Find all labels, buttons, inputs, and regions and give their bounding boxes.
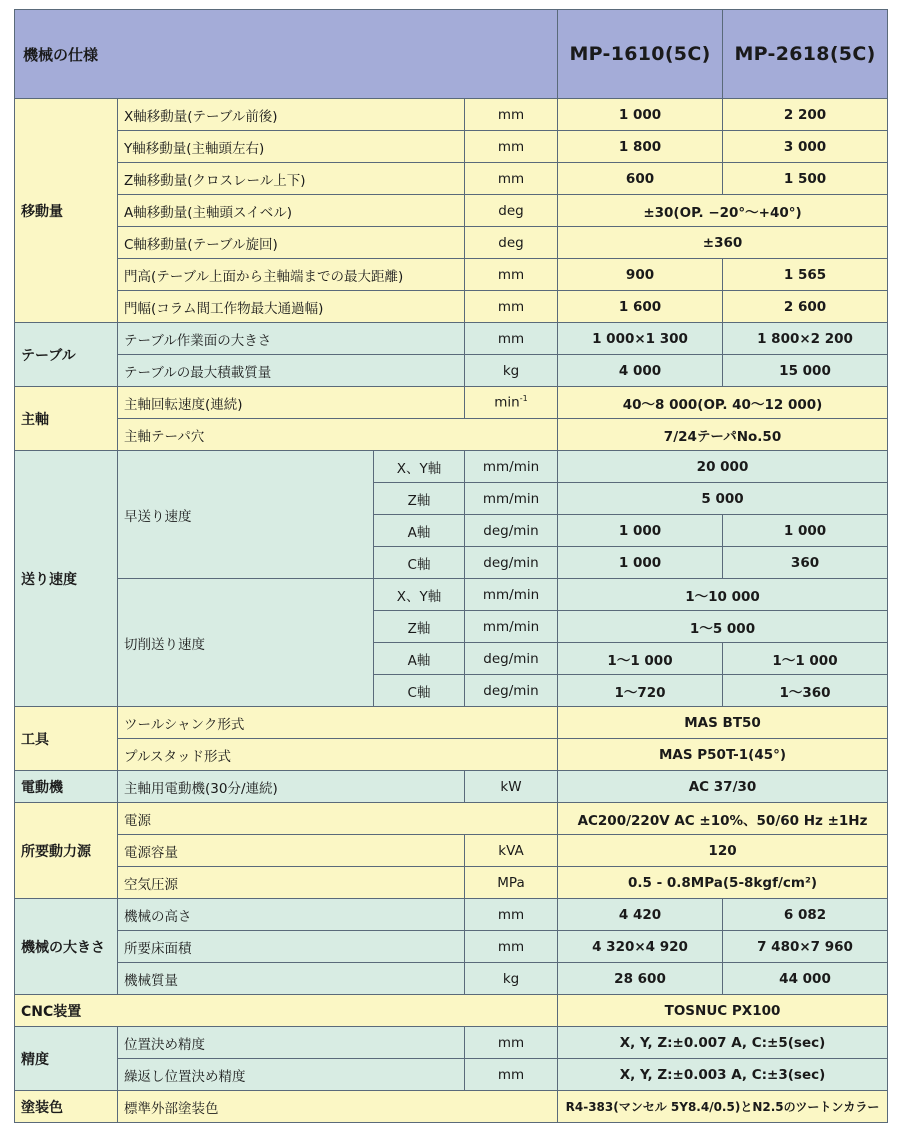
value-model-1: 1 000×1 300 (558, 323, 723, 355)
spec-row (15, 1091, 888, 1123)
item-label: 門高(テーブル上面から主軸端までの最大距離) (118, 259, 465, 291)
value-model-2: 1 565 (723, 259, 888, 291)
value-model-2: 2 600 (723, 291, 888, 323)
value-model-2: 1 800×2 200 (723, 323, 888, 355)
spec-row (15, 771, 888, 803)
value-shared: 5 000 (558, 483, 888, 515)
value-shared: 7/24テーパNo.50 (558, 419, 888, 451)
axis-cell: Z軸 (374, 483, 465, 515)
spec-row (15, 451, 888, 483)
item-label: 主軸テーパ穴 (118, 419, 558, 451)
value-shared: 0.5 - 0.8MPa(5-8kgf/cm²) (558, 867, 888, 899)
spec-row (15, 995, 888, 1027)
value-shared: 40〜8 000(OP. 40〜12 000) (558, 387, 888, 419)
spec-row (15, 739, 888, 771)
value-model-1: 4 000 (558, 355, 723, 387)
value-model-2: 1〜360 (723, 675, 888, 707)
value-shared: 20 000 (558, 451, 888, 483)
item-label: プルスタッド形式 (118, 739, 558, 771)
unit-cell: kg (465, 355, 558, 387)
value-model-1: 28 600 (558, 963, 723, 995)
page-title: 機械の仕様 (15, 10, 558, 99)
unit-superscript: -1 (519, 394, 528, 404)
value-shared: TOSNUC PX100 (558, 995, 888, 1027)
spec-row (15, 579, 888, 611)
header-row (15, 10, 888, 99)
value-model-1: 1〜1 000 (558, 643, 723, 675)
spec-row (15, 195, 888, 227)
category-size: 機械の大きさ (15, 899, 118, 995)
unit-cell: mm (465, 259, 558, 291)
axis-cell: A軸 (374, 643, 465, 675)
unit-text: min (494, 394, 520, 411)
value-model-2: 1 000 (723, 515, 888, 547)
value-shared: X, Y, Z:±0.007 A, C:±5(sec) (558, 1027, 888, 1059)
item-label: 電源 (118, 803, 558, 835)
value-model-1: 1 800 (558, 131, 723, 163)
item-label: 門幅(コラム間工作物最大通過幅) (118, 291, 465, 323)
category-movement: 移動量 (15, 99, 118, 323)
unit-cell: mm/min (465, 451, 558, 483)
spec-row (15, 291, 888, 323)
value-model-1: 1 000 (558, 99, 723, 131)
value-model-1: 1 000 (558, 547, 723, 579)
value-model-1: 900 (558, 259, 723, 291)
item-label: 電源容量 (118, 835, 465, 867)
spec-row (15, 99, 888, 131)
unit-cell: mm (465, 899, 558, 931)
item-label: C軸移動量(テーブル旋回) (118, 227, 465, 259)
spec-row (15, 835, 888, 867)
spec-row (15, 803, 888, 835)
spec-row (15, 707, 888, 739)
item-label: 機械の高さ (118, 899, 465, 931)
unit-cell: deg (465, 227, 558, 259)
unit-cell: mm (465, 323, 558, 355)
spec-row (15, 227, 888, 259)
spec-row (15, 1027, 888, 1059)
item-label: 空気圧源 (118, 867, 465, 899)
unit-cell: mm (465, 99, 558, 131)
axis-cell: X、Y軸 (374, 451, 465, 483)
unit-cell: deg/min (465, 675, 558, 707)
spec-row (15, 419, 888, 451)
item-label: 標準外部塗装色 (118, 1091, 558, 1123)
item-label: A軸移動量(主軸頭スイベル) (118, 195, 465, 227)
item-label: ツールシャンク形式 (118, 707, 558, 739)
spec-row (15, 867, 888, 899)
item-label: 機械質量 (118, 963, 465, 995)
unit-cell: deg/min (465, 643, 558, 675)
value-model-2: 3 000 (723, 131, 888, 163)
unit-cell: mm (465, 163, 558, 195)
unit-cell: deg/min (465, 547, 558, 579)
value-model-1: 1 600 (558, 291, 723, 323)
item-label: 主軸用電動機(30分/連続) (118, 771, 465, 803)
spec-row (15, 899, 888, 931)
item-label: Z軸移動量(クロスレール上下) (118, 163, 465, 195)
spec-row (15, 131, 888, 163)
unit-cell: kg (465, 963, 558, 995)
value-model-1: 4 320×4 920 (558, 931, 723, 963)
spec-row (15, 163, 888, 195)
item-label: 主軸回転速度(連続) (118, 387, 465, 419)
spec-row (15, 387, 888, 419)
value-shared: MAS P50T-1(45°) (558, 739, 888, 771)
model-2-header: MP-2618(5C) (723, 10, 888, 99)
axis-cell: C軸 (374, 547, 465, 579)
value-shared: 1〜5 000 (558, 611, 888, 643)
category-table: テーブル (15, 323, 118, 387)
axis-cell: A軸 (374, 515, 465, 547)
value-model-1: 4 420 (558, 899, 723, 931)
value-shared: ±30(OP. −20°〜+40°) (558, 195, 888, 227)
item-label: テーブル作業面の大きさ (118, 323, 465, 355)
item-label: 位置決め精度 (118, 1027, 465, 1059)
unit-cell: mm/min (465, 611, 558, 643)
category-motor: 電動機 (15, 771, 118, 803)
unit-cell: mm/min (465, 483, 558, 515)
spec-row (15, 931, 888, 963)
value-model-1: 1〜720 (558, 675, 723, 707)
value-shared: X, Y, Z:±0.003 A, C:±3(sec) (558, 1059, 888, 1091)
value-model-2: 44 000 (723, 963, 888, 995)
value-model-2: 360 (723, 547, 888, 579)
item-label: 所要床面積 (118, 931, 465, 963)
value-shared: AC 37/30 (558, 771, 888, 803)
category-paint: 塗装色 (15, 1091, 118, 1123)
value-shared: MAS BT50 (558, 707, 888, 739)
value-model-2: 7 480×7 960 (723, 931, 888, 963)
value-model-2: 1〜1 000 (723, 643, 888, 675)
unit-cell: mm (465, 291, 558, 323)
subcategory-cutting: 切削送り速度 (118, 579, 374, 707)
value-shared: AC200/220V AC ±10%、50/60 Hz ±1Hz (558, 803, 888, 835)
axis-cell: C軸 (374, 675, 465, 707)
unit-cell: MPa (465, 867, 558, 899)
model-1-header: MP-1610(5C) (558, 10, 723, 99)
item-label: テーブルの最大積載質量 (118, 355, 465, 387)
unit-cell: kW (465, 771, 558, 803)
value-model-2: 1 500 (723, 163, 888, 195)
value-model-2: 6 082 (723, 899, 888, 931)
category-tool: 工具 (15, 707, 118, 771)
item-label: Y軸移動量(主軸頭左右) (118, 131, 465, 163)
value-model-2: 2 200 (723, 99, 888, 131)
spec-row (15, 259, 888, 291)
value-shared: R4-383(マンセル 5Y8.4/0.5)とN2.5のツートンカラー (558, 1091, 888, 1123)
unit-cell: deg (465, 195, 558, 227)
spec-table (14, 9, 888, 1123)
value-model-2: 15 000 (723, 355, 888, 387)
value-shared: 120 (558, 835, 888, 867)
category-power: 所要動力源 (15, 803, 118, 899)
spec-row (15, 323, 888, 355)
value-shared: ±360 (558, 227, 888, 259)
unit-cell: mm (465, 931, 558, 963)
spec-row (15, 1059, 888, 1091)
axis-cell: X、Y軸 (374, 579, 465, 611)
spec-row (15, 963, 888, 995)
unit-cell: mm (465, 1059, 558, 1091)
item-label: 繰返し位置決め精度 (118, 1059, 465, 1091)
unit-cell: mm (465, 1027, 558, 1059)
category-cnc: CNC装置 (15, 995, 558, 1027)
value-shared: 1〜10 000 (558, 579, 888, 611)
item-label: X軸移動量(テーブル前後) (118, 99, 465, 131)
value-model-1: 1 000 (558, 515, 723, 547)
unit-cell (465, 387, 558, 419)
unit-cell: kVA (465, 835, 558, 867)
category-accuracy: 精度 (15, 1027, 118, 1091)
subcategory-rapid: 早送り速度 (118, 451, 374, 579)
value-model-1: 600 (558, 163, 723, 195)
spec-row (15, 355, 888, 387)
unit-cell: mm/min (465, 579, 558, 611)
unit-cell: deg/min (465, 515, 558, 547)
unit-cell: mm (465, 131, 558, 163)
category-spindle: 主軸 (15, 387, 118, 451)
category-feed: 送り速度 (15, 451, 118, 707)
axis-cell: Z軸 (374, 611, 465, 643)
